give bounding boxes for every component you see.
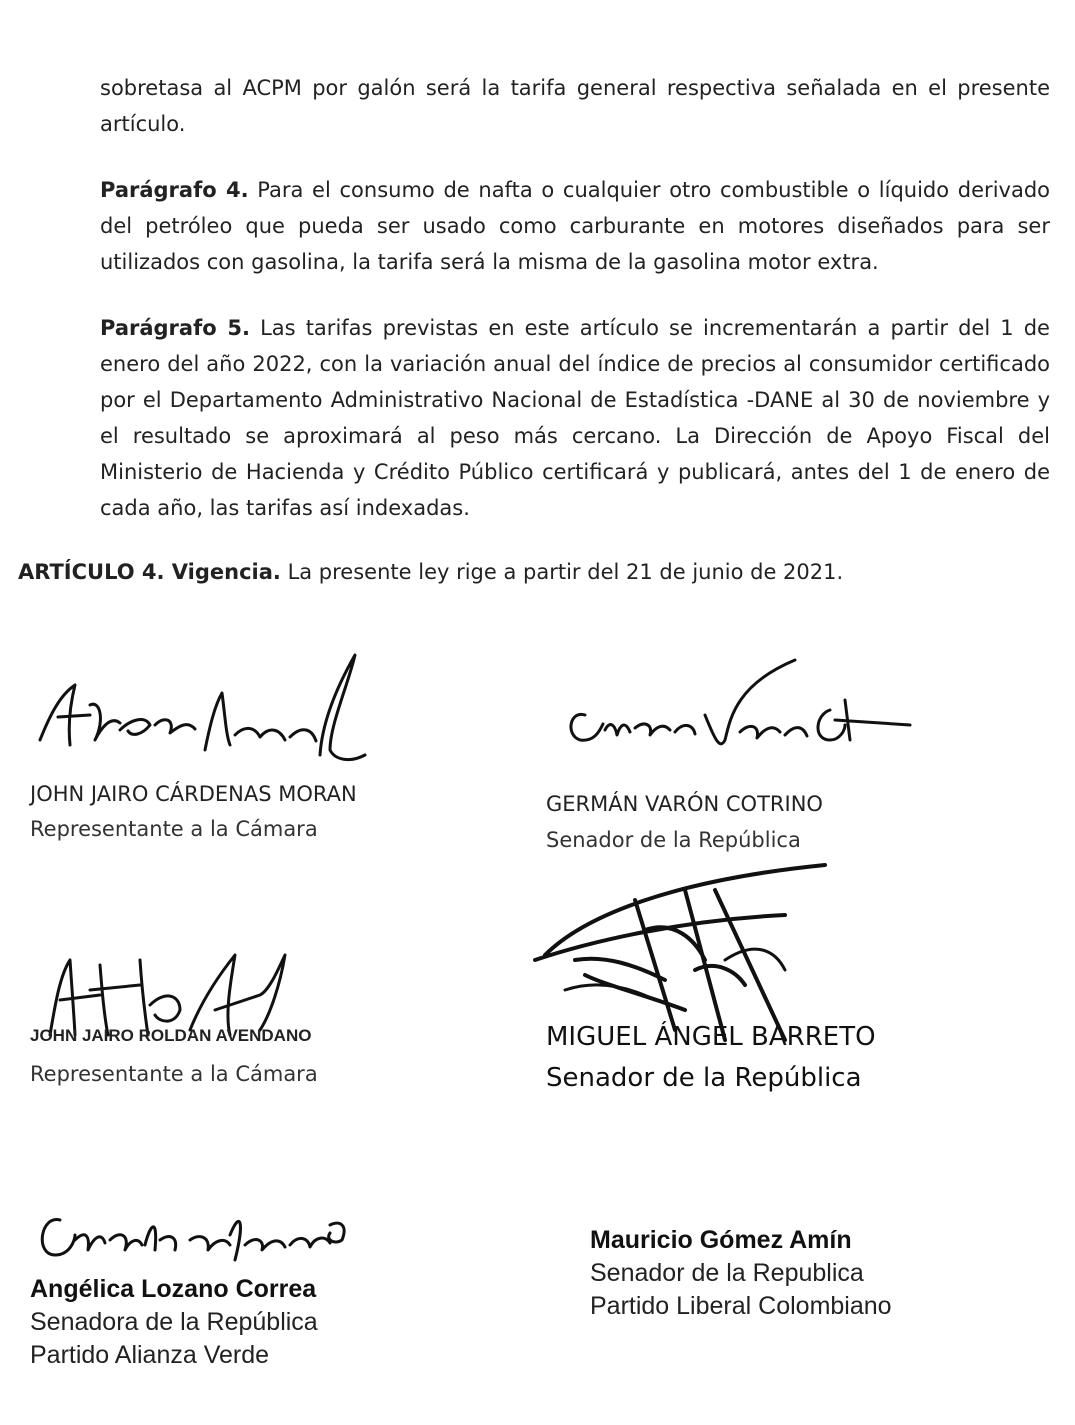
article-label: ARTÍCULO 4. Vigencia.	[18, 560, 281, 584]
signatory-name-2: GERMÁN VARÓN COTRINO	[546, 792, 823, 816]
article-text: La presente ley rige a partir del 21 de junio de 2021.	[280, 560, 844, 584]
signature-image-5	[30, 1195, 350, 1275]
signature-image-2	[545, 640, 915, 760]
paragraph-label: Parágrafo 5.	[100, 316, 250, 340]
paragraph-text: Para el consumo de nafta o cualquier otro combustible o líquido derivado del petróleo que pueda ser usado como carburante en motores diseñados para ser utilizados con gasolina, la tarifa será la misma de la gasolina motor extra.	[100, 178, 1050, 274]
signatory-role-1: Representante a la Cámara	[30, 817, 318, 841]
signatory-role-2: Senador de la República	[546, 828, 801, 852]
signatory-role-4: Senador de la República	[546, 1063, 862, 1093]
signatory-role-5: Senadora de la República	[30, 1308, 318, 1336]
signatory-party-6: Partido Liberal Colombiano	[590, 1292, 892, 1320]
signatory-name-5: Angélica Lozano Correa	[30, 1275, 317, 1303]
signatory-role-3: Representante a la Cámara	[30, 1062, 318, 1086]
paragraph-label: Parágrafo 4.	[100, 178, 249, 202]
paragraph-5	[100, 310, 1050, 526]
signatory-party-5: Partido Alianza Verde	[30, 1341, 270, 1369]
signatory-name-6: Mauricio Gómez Amín	[590, 1226, 852, 1254]
paragraph-text: Las tarifas previstas en este artículo se incrementarán a partir del 1 de enero del año 2022, con la variación anual del índice de precios al consumidor certificado por el Departamento Administrativo Nacional de Estadística -DANE al 30 de noviembre y el resultado se aproximará al peso más cercano. La Dirección de Apoyo Fiscal del Ministerio de Hacienda y Crédito Público certificará y publicará, antes del 1 de enero de cada año, las tarifas así indexadas.	[100, 316, 1050, 520]
signature-image-1	[30, 645, 370, 775]
signatory-name-3: JOHN JAIRO ROLDAN AVENDANO	[30, 1026, 312, 1045]
signatory-name-1: JOHN JAIRO CÁRDENAS MORAN	[30, 782, 357, 806]
signatory-role-6: Senador de la Republica	[590, 1259, 864, 1287]
article-4	[18, 554, 1058, 590]
signatory-name-4: MIGUEL ÁNGEL BARRETO	[546, 1022, 876, 1052]
paragraph-text: sobretasa al ACPM por galón será la tarifa general respectiva señalada en el presente artículo.	[100, 76, 1050, 136]
paragraph-4	[100, 172, 1050, 280]
paragraph-continuation	[100, 70, 1050, 142]
